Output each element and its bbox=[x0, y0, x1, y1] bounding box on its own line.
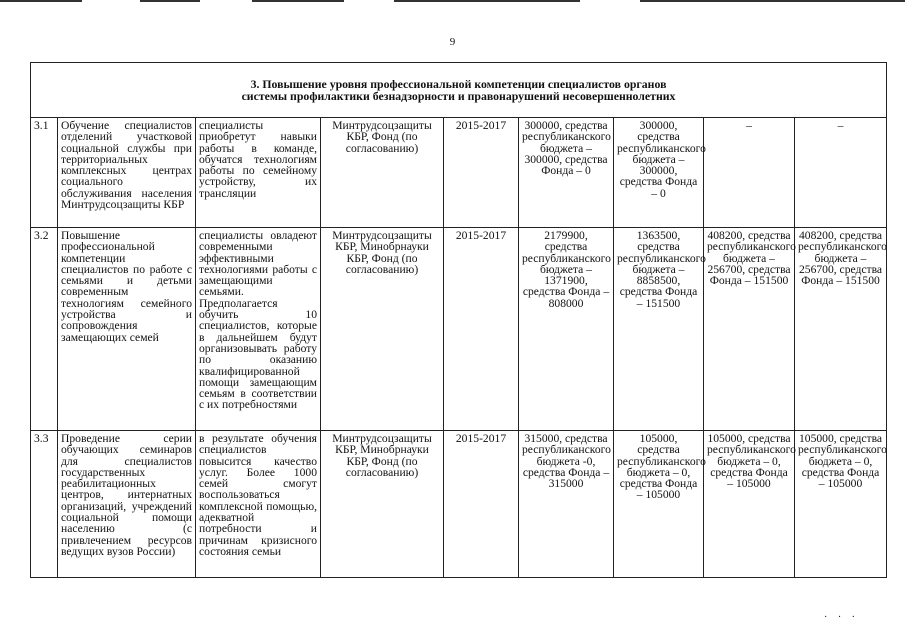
row-number: 3.3 bbox=[31, 431, 58, 578]
total-funding-cell: 315000, средства республиканского бюджета -0, средства Фонда – 315000 bbox=[519, 431, 614, 578]
row-number: 3.1 bbox=[31, 118, 58, 228]
table-row bbox=[31, 228, 887, 431]
activity-cell: Обучение специалистов отделений участковой социальной службы при территориальных комплексных центрах социального обслуживания населения Минтрудсоцзащиты КБР bbox=[58, 118, 196, 228]
executor-cell: Минтрудсоцзащиты КБР, Фонд (по согласованию) bbox=[321, 118, 444, 228]
executor-cell: Минтрудсоцзащиты КБР, Минобрнауки КБР, Фонд (по согласованию) bbox=[321, 431, 444, 578]
funding-2015-cell: 300000, средства республиканского бюджета – 300000, средства Фонда – 0 bbox=[614, 118, 704, 228]
activity-cell: Повышение профессиональной компетенции специалистов по работе с семьями и детьми современным технологиям семейного устройства и сопровождения замещающих семей bbox=[58, 228, 196, 431]
top-rule bbox=[0, 0, 82, 2]
total-funding-cell: 2179900, средства республиканского бюджета – 1371900, средства Фонда – 808000 bbox=[519, 228, 614, 431]
funding-2016-cell: 408200, средства республиканского бюджета – 256700, средства Фонда – 151500 bbox=[704, 228, 795, 431]
program-table bbox=[30, 62, 887, 578]
result-cell: специалисты овладеют современными эффективными технологиями работы с замещающими семьями. Предполагается обучить 10 специалистов, которые в дальнейшем будут организовывать работу по оказанию квалифицированной помощи замещающим семьям в соответствии с их потребностями bbox=[196, 228, 321, 431]
period-cell: 2015-2017 bbox=[444, 228, 519, 431]
table-row bbox=[31, 431, 887, 578]
executor-cell: Минтрудсоцзащиты КБР, Минобрнауки КБР, Фонд (по согласованию) bbox=[321, 228, 444, 431]
top-rule bbox=[252, 0, 344, 2]
row-number: 3.2 bbox=[31, 228, 58, 431]
activity-cell: Проведение серии обучающих семинаров для специалистов государственных реабилитационных центров, интернатных организаций, учреждений социальной помощи населению (с привлечением ресурсов ведущих вузов России) bbox=[58, 431, 196, 578]
period-cell: 2015-2017 bbox=[444, 431, 519, 578]
funding-2015-cell: 105000, средства республиканского бюджета – 0, средства Фонда – 105000 bbox=[614, 431, 704, 578]
funding-2017-cell: 105000, средства республиканского бюджета – 0, средства Фонда – 105000 bbox=[795, 431, 887, 578]
top-rule bbox=[640, 0, 905, 2]
section-header-row bbox=[31, 63, 887, 118]
funding-2016-cell: 105000, средства республиканского бюджета – 0, средства Фонда – 105000 bbox=[704, 431, 795, 578]
funding-2016-cell: – bbox=[704, 118, 795, 228]
top-rule bbox=[394, 0, 580, 2]
section-heading: 3. Повышение уровня профессиональной компетенции специалистов органов системы профилактики безнадзорности и правонарушений несовершеннолетних bbox=[31, 63, 887, 118]
page-number: 9 bbox=[449, 36, 456, 48]
funding-2017-cell: – bbox=[795, 118, 887, 228]
result-cell: в результате обучения специалистов повысится качество услуг. Более 1000 семей смогут воспользоваться комплексной помощью, адекватной потребности и причинам кризисного состояния семьи bbox=[196, 431, 321, 578]
funding-2017-cell: 408200, средства республиканского бюджета – 256700, средства Фонда – 151500 bbox=[795, 228, 887, 431]
scan-artifact: · · · bbox=[824, 612, 859, 623]
funding-2015-cell: 1363500, средства республиканского бюджета – 8858500, средства Фонда – 151500 bbox=[614, 228, 704, 431]
total-funding-cell: 300000, средства республиканского бюджета – 300000, средства Фонда – 0 bbox=[519, 118, 614, 228]
period-cell: 2015-2017 bbox=[444, 118, 519, 228]
table-row bbox=[31, 118, 887, 228]
result-cell: специалисты приобретут навыки работы в команде, обучатся технологиям работы по семейному устройству, их трансляции bbox=[196, 118, 321, 228]
top-rule bbox=[140, 0, 200, 2]
